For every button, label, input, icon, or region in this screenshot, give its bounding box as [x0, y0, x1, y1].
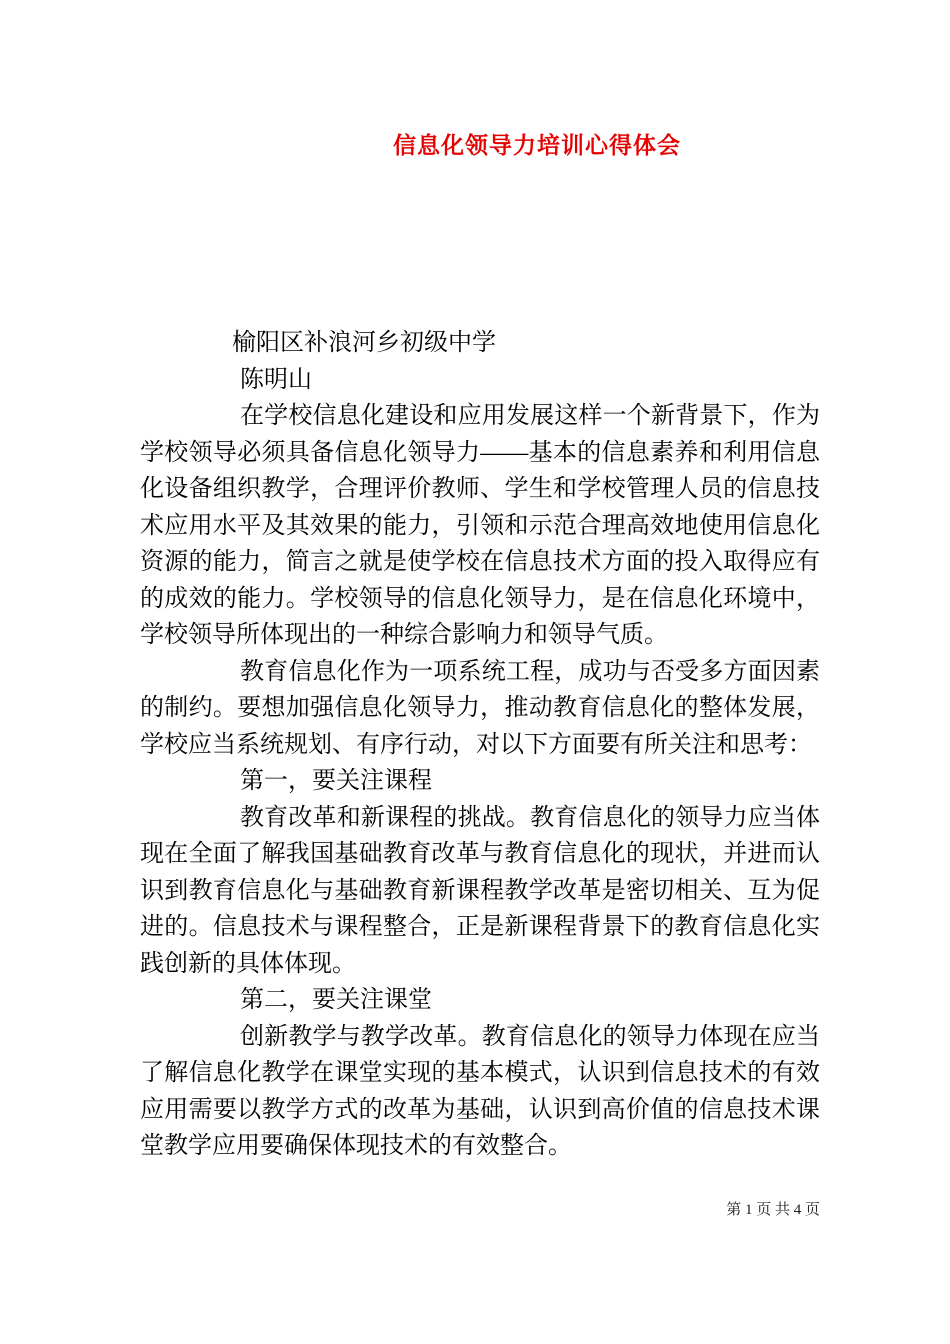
document-title: 信息化领导力培训心得体会 [393, 133, 681, 158]
byline-school: 榆阳区补浪河乡初级中学 [232, 330, 496, 356]
section-heading-second: 第二，要关注课堂 [240, 987, 432, 1013]
paragraph-curriculum: 教育改革和新课程的挑战。教育信息化的领导力应当体现在全面了解我国基础教育改革与教育信息化的现状，并进而认识到教育信息化与基础教育新课程教学改革是密切相关、互为促进的。信息技术与课程整合，正是新课程背景下的教育信息化实践创新的具体体现。 [140, 804, 820, 977]
section-heading-first: 第一，要关注课程 [240, 768, 432, 794]
byline-author: 陈明山 [240, 366, 312, 393]
document-body [140, 325, 820, 1165]
page-number-footer: 第 1 页 共 4 页 [726, 1202, 820, 1218]
paragraph-intro: 在学校信息化建设和应用发展这样一个新背景下，作为学校领导必须具备信息化领导力——基本的信息素养和利用信息化设备组织教学，合理评价教师、学生和学校管理人员的信息技术应用水平及其效果的能力，引领和示范合理高效地使用信息化资源的能力，简言之就是使学校在信息技术方面的投入取得应有的成效的能力。学校领导的信息化领导力，是在信息化环境中，学校领导所体现出的一种综合影响力和领导气质。 [140, 403, 820, 648]
paragraph-classroom: 创新教学与教学改革。教育信息化的领导力体现在应当了解信息化教学在课堂实现的基本模式，认识到信息技术的有效应用需要以教学方式的改革为基础，认识到高价值的信息技术课堂教学应用要确保体现技术的有效整合。 [140, 1023, 820, 1159]
paragraph-overview: 教育信息化作为一项系统工程，成功与否受多方面因素的制约。要想加强信息化领导力，推动教育信息化的整体发展，学校应当系统规划、有序行动，对以下方面要有所关注和思考： [140, 658, 820, 758]
